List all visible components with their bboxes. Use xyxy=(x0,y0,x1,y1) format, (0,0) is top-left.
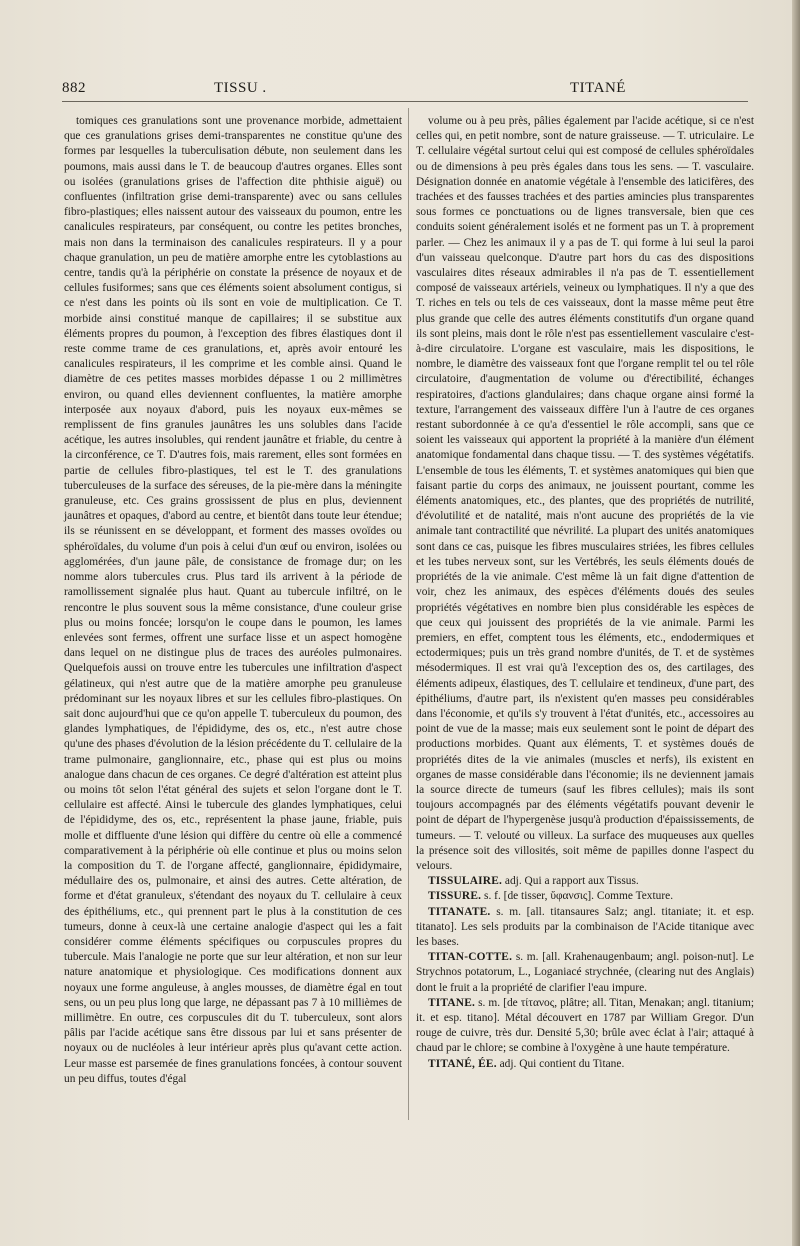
left-column xyxy=(64,114,402,1087)
entry-headword: TITANATE. xyxy=(428,905,491,918)
dictionary-entry xyxy=(416,996,754,1057)
entry-definition: s. f. [de tisser, ὕφανσις]. Comme Texture. xyxy=(481,890,674,903)
dictionary-entry xyxy=(416,1057,754,1072)
entry-definition: s. m. [de τίτανος, plâtre; all. Titan, Menakan; angl. titanium; it. et esp. titano]. Métal découvert en 1787 par William Gregor. D'un rouge de cuivre, très dur. Densité 5,30; brûle avec éclat à l'air; attaqué à chaud par le chlore; se combine à l'oxygène à une haute température. xyxy=(416,996,754,1055)
left-column-text: tomiques ces granulations sont une provenance morbide, admettaient que ces granulations grises demi-transparentes ne constitue qu'une des formes par lesquelles la tuberculisation débute, non seulement dans les poumons, mais aussi dans le T. de beaucoup d'autres organes. Elles sont ou isolées (granulations grises de l'affection dite phthisie aiguë) ou confluentes (infiltration grise demi-transparente) avec ou sans cellules fibro-plastiques; elles naissent autour des vaisseaux du poumon, entre les canalicules respirateurs, par conséquent, ou contre les petites bronches, mais non dans la terminaison des canalicules respirateurs. Il y a pour chaque granulation, un peu de matière amorphe entre les cytoblastions au centre, tandis qu'à la périphérie on constate la présence de noyaux et de cellules fusiformes; sans que ces éléments soient absolument contigus, si ce n'est dans les points où ils sont en voie de multiplication. Ce T. morbide ainsi constitué manque de capillaires; il se substitue aux éléments propres du poumon, à l'exception des fibres élastiques dont il reste comme trame de ces granulations, et, après avoir entouré les canalicules respirateurs, il les comprime et les comble ainsi. Quand le diamètre de ces petites masses morbides dépasse 1 ou 2 millimètres environ, ou quand elles deviennent confluentes, la matière amorphe interposée aux noyaux d'abord, puis les noyaux eux-mêmes se remplissent de fins granules jaunâtres les uns solubles dans l'acide acétique, les autres insolubles, qui rendent jaunâtre et friable, du centre à la circonférence, ce T. D'autres fois, mais rarement, elles sont formées en partie de cellules fibro-plastiques, tel est le T. des granulations tuberculeuses de la surface des séreuses, de la pie-mère dans la méningite granuleuse, etc. Ces grains grossissent de plus en plus, deviennent jaunâtres et opaques, d'abord au centre, et bientôt dans toute leur étendue; ils se réunissent en se développant, et forment des masses ovoïdes ou sphéroïdales, du volume d'un pois à celui d'un œuf ou environ, isolées ou agglomérées, d'un jaune pâle, de consistance de fromage dur; on les nomme alors tubercules crus. Plus tard ils arrivent à la période de ramollissement signalée plus haut. Quant au tubercule infiltré, on le rencontre le plus souvent sous la même consistance, d'une couleur grise plus ou moins foncée; lorsqu'on le coupe dans le poumon, les lames enlevées sont fermes, offrent une surface lisse et un aspect homogène dans lequel on ne distingue plus de traces des auréoles pulmonaires. Quelquefois aussi on trouve entre les tubercules une infiltration d'aspect gélatineux, qui n'est autre que de la matière amorphe peu granuleuse prédominant sur les noyaux libres et sur les cellules fibro-plastiques. On sait donc aujourd'hui que ce qu'on appelle T. tuberculeux du poumon, des glandes lymphatiques, de l'épididyme, des os, etc., n'est autre chose qu'une des phases d'évolution de la lésion précédente du T. cellulaire de la trame pulmonaire, ganglionnaire, etc., phase qui est plus ou moins analogue dans chacun de ces organes. Ce degré d'altération est atteint plus ou moins tôt selon l'état général des sujets et selon l'organe dont le T. cellulaire est affecté. Ainsi le tubercule des glandes lymphatiques, celui de l'épididyme, des os, etc., représentent la phase jaune, friable, puis molle et diffluente d'une lésion qui diffère du centre où elle a commencé comparativement à la périphérie où elle continue et plus ou moins selon la composition du T. de l'organe affecté, ganglionnaire, épididymaire, médullaire des os, pulmonaire, et ainsi des autres. Cette altération, de forme et d'état granuleux, s'étendant des noyaux du T. cellulaire à ceux des épithéliums, etc., qui prennent part le plus à la constitution de ces tumeurs, donne à ceux-là une certaine analogie d'aspect qui les a fait considérer comme éléments spécifiques ou corpuscules propres du tubercule. Mais l'analogie ne porte que sur leur altération, et non sur leur nature anatomique et physiologique. Ces modifications donnent aux noyaux une forme anguleuse, à angles mousses, de diamètre égal en tout sens, ou un peu plus long que large, ne dépassant pas 7 à 10 millièmes de millimètre. En outre, ces corpuscules dit du T. tuberculeux, sont alors pâlis par l'acide acétique sans être dissous par lui et sans présenter de noyaux ou de nucléoles à leur intérieur après plus qu'avant cette action. Leur masse est parsemée de fines granulations foncées, à contour souvent un peu diffus, toutes d'égal xyxy=(64,115,402,1085)
column-divider xyxy=(408,108,409,1120)
running-header xyxy=(62,80,744,102)
entry-headword: TISSULAIRE. xyxy=(428,875,503,888)
right-column xyxy=(416,114,754,1072)
page-edge xyxy=(792,0,800,1246)
page-number: 882 xyxy=(62,80,86,96)
dictionary-entry xyxy=(416,889,754,904)
entry-definition: s. m. [all. titansaures Salz; angl. titaniate; it. et esp. titanato]. Les sels produits par la combinaison de l'Acide titanique avec les bases. xyxy=(416,905,754,948)
entry-headword: TITANE. xyxy=(428,996,476,1009)
entry-definition: s. m. [all. Krahenaugenbaum; angl. poison-nut]. Le Strychnos potatorum, L., Loganiacé strychnée, (clearing nut des Anglais) dont le fruit a la propriété de clarifier l'eau impure. xyxy=(416,951,754,994)
dictionary-entry xyxy=(416,905,754,951)
entry-headword: TISSURE. xyxy=(428,890,482,903)
right-column-text: volume ou à peu près, pâlies également par l'acide acétique, si ce n'est celles qui, en petit nombre, sont de nature graisseuse. — T. utriculaire. Le T. cellulaire végétal surtout celui qui est composé de cellules sphéroïdales ou de dimensions à peu près égales dans tous les sens. — T. vasculaire. Désignation donnée en anatomie végétale à l'ensemble des laticifères, des trachées et des fausses trachées et des parties amincies plus transparentes sous formes ce ponctuations ou de lignes transversale, bien que ces conduits soient généralement isolés et ne forment pas un T. à proprement parler. — Chez les animaux il y a pas de T. qui forme à lui seul la paroi d'un vaisseau quelconque. D'autre part hors du cas des dispositions vasculaires dites réseaux admirables il n'a pas de T. essentiellement composé de vaisseaux artériels, veineux ou lymphatiques. Il n'y a que des T. riches en tels ou tels de ces vaisseaux, dont la masse même peut être plus grande que celle des autres éléments constitutifs d'un organe quand ils sont pleins, mais dont le rôle n'est pas essentiellement vasculaire c'est-à-dire circulatoire. L'organe est vasculaire, mais les dispositions, le nombre, le diamètre des vaisseaux font que l'organe remplit tel ou tel rôle circulatoire, d'augmentation de volume ou d'érectibilité, échanges respiratoires, d'actions glandulaires; dans chaque organe ainsi formé la texture, l'arrangement des vaisseaux diffère l'un à l'autre de ces organes restant subordonnée à ce qu'a d'essentiel le rôle accompli, sans que ce soient les vaisseaux qui apportent la propriété à la manière d'un élément anatomique fondamental dans chaque tissu. — T. des systèmes végétatifs. L'ensemble de tous les éléments, T. et systèmes anatomiques qui bien que faisant partie du corps des animaux, ne jouissent pourtant, comme les éléments anatomiques, etc., des plantes, que des propriétés de nutrilité, d'évolutilité et de natalité, mais n'ont aucune des propriétés de la vie animale tant contractilité que névrilité. La plupart des unités anatomiques sont dans ce cas, puisque les fibres musculaires striées, les fibres cellules et les tubes nerveux sont, sur les Vertébrés, les seuls éléments doués de propriétés de la vie animale. C'est même là un fait digne d'attention de voir, chez les animaux, des espèces d'éléments doués des seules propriétés végétatives en nombre bien plus considérable les espèces de que ceux qui jouissent des propriétés de la vie animale. Parmi les premiers, en effet, comptent tous les éléments, etc., endodermiques et ectodermiques; puis un très grand nombre d'unités, de T. et de systèmes mésodermiques. Il est vrai qu'à l'exception des os, des cartilages, des éléments adipeux, élastiques, des T. cellulaire et tendineux, d'une part, des épithéliums, d'autre part, ils n'existent qu'en masses peu considérables dans l'économie, et qu'ils s'y trouvent à l'état d'unités, etc., accessoires au point de vue de la masse; mais eux seulement sont le point de départ des productions morbides. Quant aux éléments, T. et systèmes doués de propriétés dites de la vie animales (muscles et nerfs), ils existent en organes de masse considérable dans l'économie; ils ne deviennent jamais la source directe de tumeurs (sauf les fibres cellules); mais ils sont toujours accompagnés par des éléments végétatifs pouvant devenir le point de départ de l'hypergenèse jusqu'à production d'épaississements, de tumeurs. — T. velouté ou villeux. La surface des muqueuses aux quelles la présence soit des villosités, soit même de papilles donne l'aspect du velours. xyxy=(416,115,754,872)
entry-definition: adj. Qui contient du Titane. xyxy=(496,1057,625,1070)
dictionary-entry xyxy=(416,950,754,996)
entry-headword: TITAN-COTTE. xyxy=(428,951,513,964)
right-running-head: TITANÉ xyxy=(570,80,626,96)
dictionary-entry xyxy=(416,874,754,889)
left-running-head: TISSU . xyxy=(214,80,267,96)
entry-headword: TITANÉ, ÉE. xyxy=(428,1057,497,1070)
entry-definition: adj. Qui a rapport aux Tissus. xyxy=(502,875,639,888)
dictionary-entries xyxy=(416,874,754,1072)
header-rule xyxy=(62,101,748,102)
